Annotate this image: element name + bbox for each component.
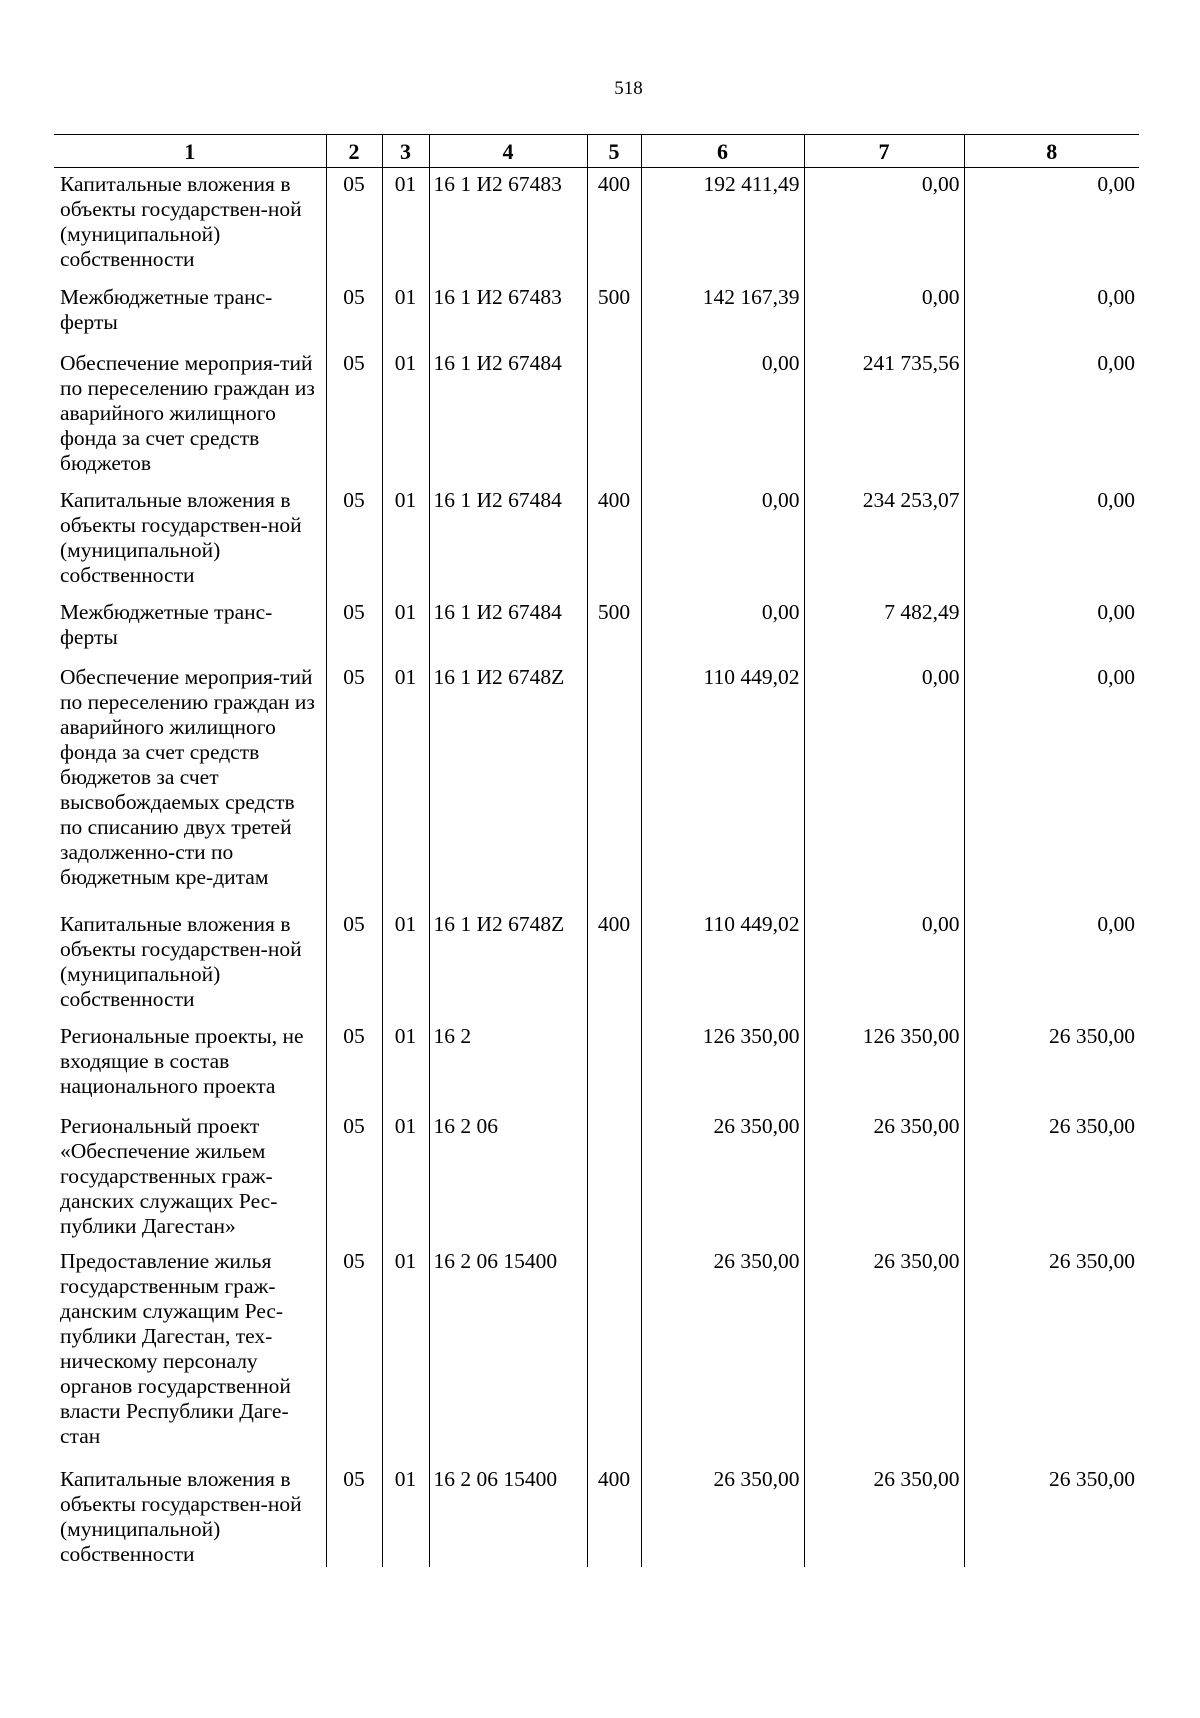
header-row xyxy=(54,135,1139,168)
row-amount-8: 26 350,00 xyxy=(964,1245,1139,1463)
row-amount-7: 0,00 xyxy=(804,281,964,347)
row-section: 05 xyxy=(326,484,382,596)
row-expense-type: 500 xyxy=(587,596,641,661)
row-target-code: 16 2 xyxy=(429,1020,587,1110)
row-name: Обеспечение мероприя-тий по переселению граждан из аварийного жилищного фонда за счет средств бюджетов xyxy=(60,351,315,475)
row-name: Межбюджетные транс-ферты xyxy=(60,285,273,334)
header-col-3: 3 xyxy=(382,135,429,168)
header-col-8: 8 xyxy=(964,135,1139,168)
row-section: 05 xyxy=(326,908,382,1020)
row-amount-7: 241 735,56 xyxy=(804,347,964,484)
table-row xyxy=(54,168,1139,282)
row-expense-type: 400 xyxy=(587,908,641,1020)
row-amount-7: 126 350,00 xyxy=(804,1020,964,1110)
row-section: 05 xyxy=(326,1463,382,1567)
row-amount-7: 7 482,49 xyxy=(804,596,964,661)
budget-table xyxy=(54,134,1139,1567)
table-row xyxy=(54,484,1139,596)
row-amount-7: 26 350,00 xyxy=(804,1245,964,1463)
row-target-code: 16 1 И2 67483 xyxy=(429,168,587,282)
row-amount-6: 110 449,02 xyxy=(641,661,804,908)
row-subsection: 01 xyxy=(382,1020,429,1110)
row-section: 05 xyxy=(326,596,382,661)
table-row xyxy=(54,1110,1139,1245)
header-col-1: 1 xyxy=(54,135,326,168)
table-row xyxy=(54,908,1139,1020)
row-expense-type: 400 xyxy=(587,168,641,282)
row-subsection: 01 xyxy=(382,1110,429,1245)
page-number: 518 xyxy=(614,78,643,99)
row-subsection: 01 xyxy=(382,661,429,908)
row-amount-6: 26 350,00 xyxy=(641,1463,804,1567)
row-name: Капитальные вложения в объекты государствен-ной (муниципальной) собственности xyxy=(60,488,302,587)
row-amount-6: 126 350,00 xyxy=(641,1020,804,1110)
row-section: 05 xyxy=(326,661,382,908)
row-amount-6: 26 350,00 xyxy=(641,1245,804,1463)
row-name: Предоставление жилья государственным граж-данским служащим Рес-публики Дагестан, тех-ническому персоналу органов государственной власти Республики Даге-стан xyxy=(60,1249,291,1448)
row-name: Капитальные вложения в объекты государствен-ной (муниципальной) собственности xyxy=(60,172,302,271)
row-section: 05 xyxy=(326,281,382,347)
row-target-code: 16 1 И2 6748Z xyxy=(429,661,587,908)
row-expense-type: 400 xyxy=(587,1463,641,1567)
header-col-2: 2 xyxy=(326,135,382,168)
row-subsection: 01 xyxy=(382,484,429,596)
row-amount-7: 0,00 xyxy=(804,908,964,1020)
row-amount-6: 0,00 xyxy=(641,347,804,484)
row-subsection: 01 xyxy=(382,1245,429,1463)
row-name: Капитальные вложения в объекты государствен-ной (муниципальной) собственности xyxy=(60,912,302,1011)
row-subsection: 01 xyxy=(382,908,429,1020)
row-amount-6: 0,00 xyxy=(641,484,804,596)
row-amount-8: 0,00 xyxy=(964,484,1139,596)
row-amount-7: 26 350,00 xyxy=(804,1463,964,1567)
row-target-code: 16 2 06 15400 xyxy=(429,1463,587,1567)
row-subsection: 01 xyxy=(382,281,429,347)
row-amount-6: 142 167,39 xyxy=(641,281,804,347)
row-amount-8: 0,00 xyxy=(964,596,1139,661)
row-amount-8: 0,00 xyxy=(964,281,1139,347)
row-amount-8: 0,00 xyxy=(964,661,1139,908)
row-expense-type xyxy=(587,1110,641,1245)
row-amount-6: 110 449,02 xyxy=(641,908,804,1020)
row-subsection: 01 xyxy=(382,596,429,661)
row-amount-7: 0,00 xyxy=(804,661,964,908)
row-section: 05 xyxy=(326,347,382,484)
row-name: Региональные проекты, не входящие в состав национального проекта xyxy=(60,1024,304,1098)
row-name: Капитальные вложения в объекты государствен-ной (муниципальной) собственности xyxy=(60,1467,302,1566)
header-col-7: 7 xyxy=(804,135,964,168)
row-amount-8: 0,00 xyxy=(964,908,1139,1020)
row-subsection: 01 xyxy=(382,347,429,484)
row-amount-8: 0,00 xyxy=(964,347,1139,484)
row-amount-6: 26 350,00 xyxy=(641,1110,804,1245)
row-subsection: 01 xyxy=(382,1463,429,1567)
row-name: Обеспечение мероприя-тий по переселению граждан из аварийного жилищного фонда за счет средств бюджетов за счет высвобождаемых средств по списанию двух третей задолженно-сти по бюджетным кре-дитам xyxy=(60,665,315,889)
table-row xyxy=(54,347,1139,484)
header-col-4: 4 xyxy=(429,135,587,168)
row-section: 05 xyxy=(326,1110,382,1245)
row-expense-type: 400 xyxy=(587,484,641,596)
row-expense-type xyxy=(587,1245,641,1463)
table-row xyxy=(54,661,1139,908)
row-section: 05 xyxy=(326,1245,382,1463)
row-amount-7: 234 253,07 xyxy=(804,484,964,596)
row-amount-7: 0,00 xyxy=(804,168,964,282)
table-row xyxy=(54,596,1139,661)
row-target-code: 16 2 06 xyxy=(429,1110,587,1245)
table-row xyxy=(54,281,1139,347)
row-amount-8: 0,00 xyxy=(964,168,1139,282)
row-target-code: 16 1 И2 67483 xyxy=(429,281,587,347)
header-col-5: 5 xyxy=(587,135,641,168)
table-row xyxy=(54,1020,1139,1110)
row-amount-8: 26 350,00 xyxy=(964,1463,1139,1567)
table-row xyxy=(54,1463,1139,1567)
row-amount-6: 192 411,49 xyxy=(641,168,804,282)
row-name: Межбюджетные транс-ферты xyxy=(60,600,273,649)
row-section: 05 xyxy=(326,168,382,282)
row-amount-7: 26 350,00 xyxy=(804,1110,964,1245)
row-target-code: 16 1 И2 67484 xyxy=(429,484,587,596)
row-target-code: 16 1 И2 6748Z xyxy=(429,908,587,1020)
row-name: Региональный проект «Обеспечение жильем государственных граж-данских служащих Рес-публики Дагестан» xyxy=(60,1114,278,1238)
row-expense-type xyxy=(587,347,641,484)
row-expense-type xyxy=(587,1020,641,1110)
row-expense-type xyxy=(587,661,641,908)
row-section: 05 xyxy=(326,1020,382,1110)
row-expense-type: 500 xyxy=(587,281,641,347)
row-amount-6: 0,00 xyxy=(641,596,804,661)
row-target-code: 16 1 И2 67484 xyxy=(429,347,587,484)
row-target-code: 16 1 И2 67484 xyxy=(429,596,587,661)
row-amount-8: 26 350,00 xyxy=(964,1110,1139,1245)
header-col-6: 6 xyxy=(641,135,804,168)
row-target-code: 16 2 06 15400 xyxy=(429,1245,587,1463)
row-amount-8: 26 350,00 xyxy=(964,1020,1139,1110)
row-subsection: 01 xyxy=(382,168,429,282)
table-row xyxy=(54,1245,1139,1463)
